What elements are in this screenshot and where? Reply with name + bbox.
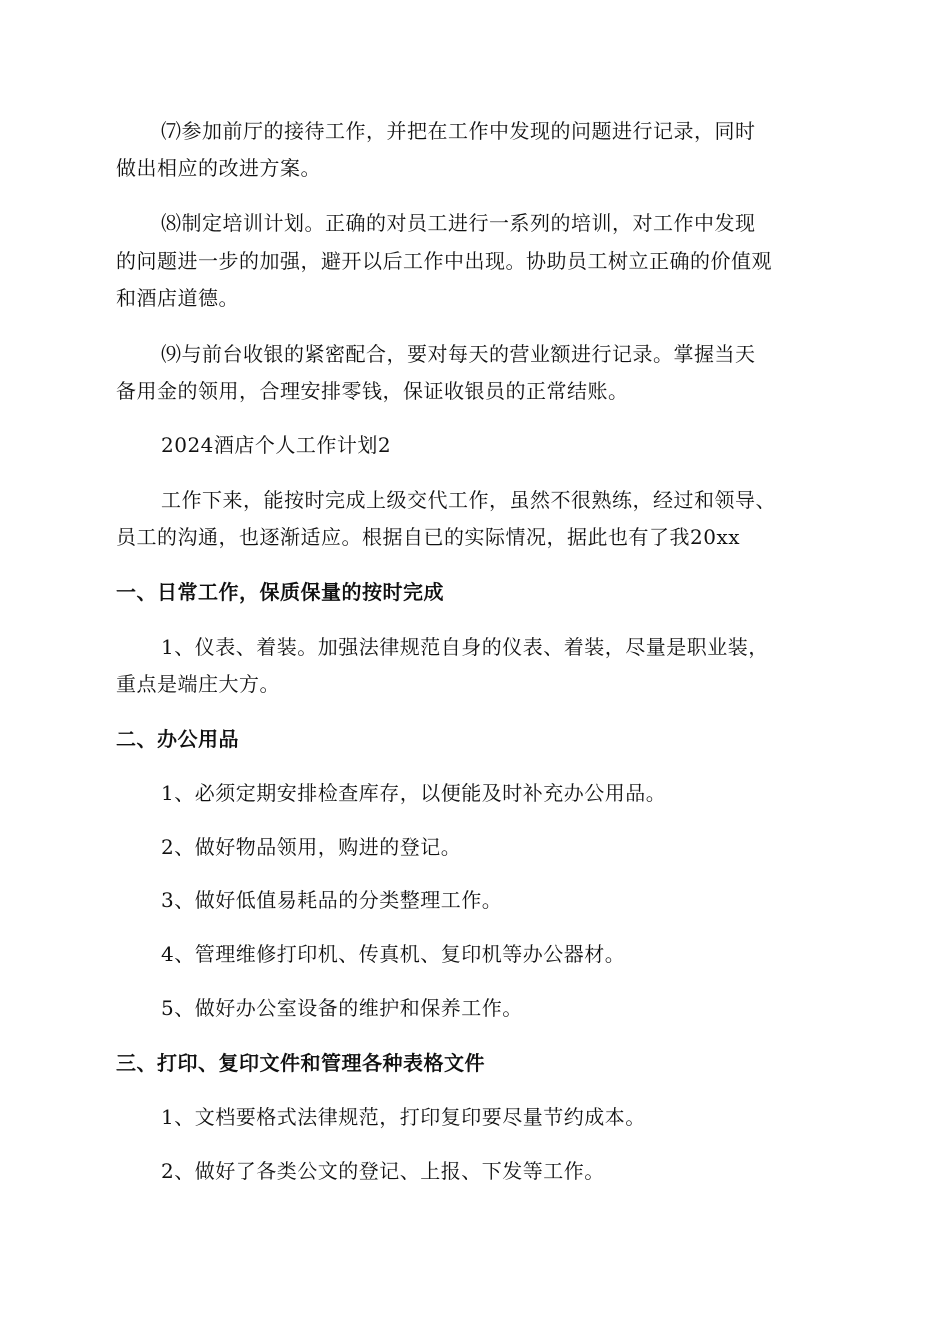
supplies-item-5: 5、做好办公室设备的维护和保养工作。	[161, 996, 523, 1020]
supplies-item-4: 4、管理维修打印机、传真机、复印机等办公器材。	[161, 942, 626, 966]
paragraph-9-line-2: 备用金的领用，合理安排零钱，保证收银员的正常结账。	[116, 379, 629, 403]
paragraph-7-line-2: 做出相应的改进方案。	[116, 156, 321, 180]
supplies-item-1: 1、必须定期安排检查库存，以便能及时补充办公用品。	[161, 781, 667, 805]
printing-item-2: 2、做好了各类公文的登记、上报、下发等工作。	[161, 1159, 605, 1183]
heading-office-supplies: 二、办公用品	[116, 727, 239, 751]
heading-printing-copying: 三、打印、复印文件和管理各种表格文件	[116, 1051, 485, 1075]
intro-paragraph-line-1: 工作下来，能按时完成上级交代工作，虽然不很熟练，经过和领导、	[161, 488, 776, 512]
paragraph-8-line-2: 的问题进一步的加强，避开以后工作中出现。协助员工树立正确的价值观	[116, 249, 772, 273]
printing-item-1: 1、文档要格式法律规范，打印复印要尽量节约成本。	[161, 1105, 646, 1129]
paragraph-8-line-1: ⑻制定培训计划。正确的对员工进行一系列的培训，对工作中发现	[161, 211, 756, 235]
paragraph-7-line-1: ⑺参加前厅的接待工作，并把在工作中发现的问题进行记录，同时	[161, 119, 756, 143]
daily-item-1-line-2: 重点是端庄大方。	[116, 672, 280, 696]
supplies-item-3: 3、做好低值易耗品的分类整理工作。	[161, 888, 503, 912]
paragraph-9-line-1: ⑼与前台收银的紧密配合，要对每天的营业额进行记录。掌握当天	[161, 342, 756, 366]
daily-item-1-line-1: 1、仪表、着装。加强法律规范自身的仪表、着装，尽量是职业装，	[161, 635, 769, 659]
intro-paragraph-line-2: 员工的沟通，也逐渐适应。根据自已的实际情况，据此也有了我20xx	[116, 525, 741, 549]
section-title-plan-2: 2024酒店个人工作计划2	[161, 433, 392, 457]
paragraph-8-line-3: 和酒店道德。	[116, 286, 239, 310]
heading-daily-work: 一、日常工作，保质保量的按时完成	[116, 580, 444, 604]
supplies-item-2: 2、做好物品领用，购进的登记。	[161, 835, 462, 859]
